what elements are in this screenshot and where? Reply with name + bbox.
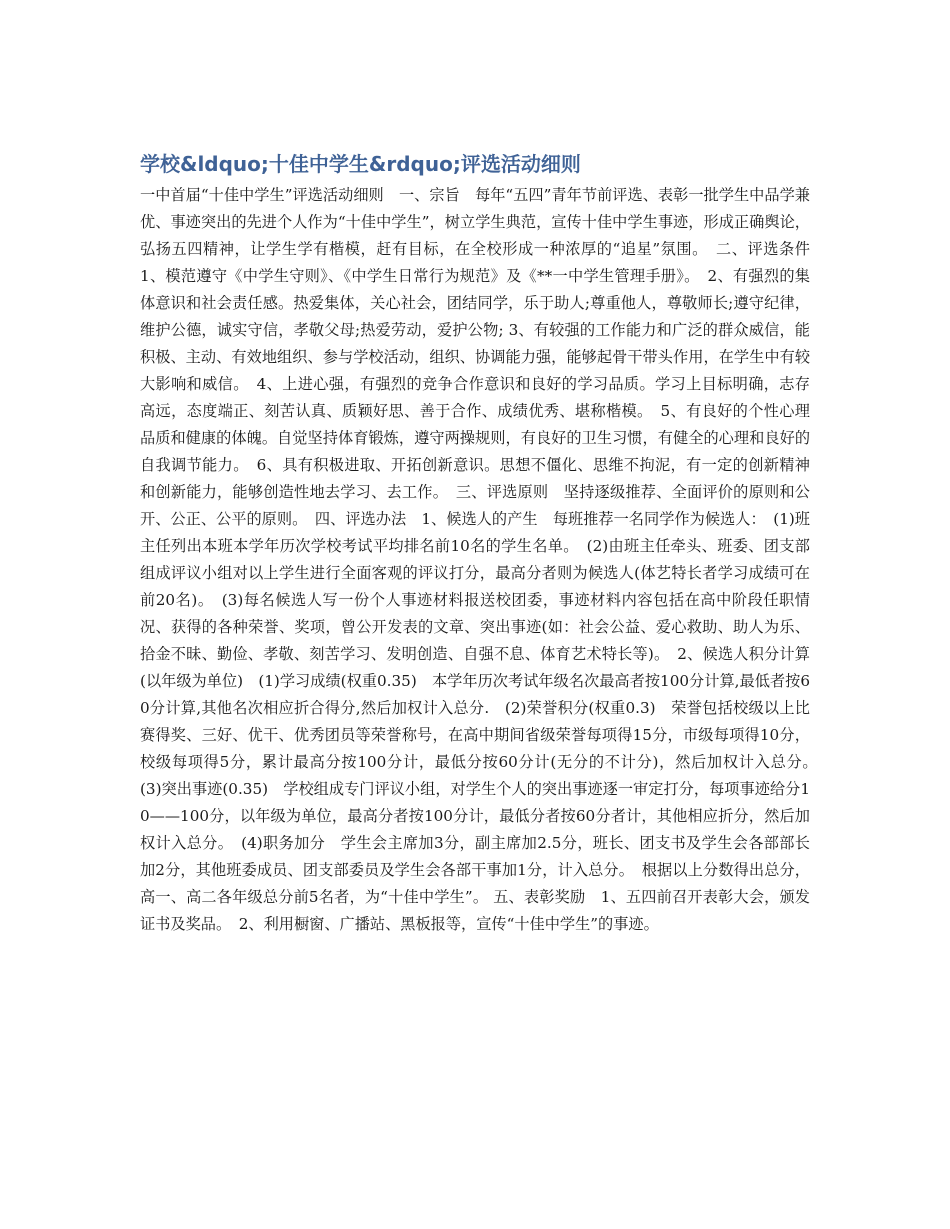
document-title: 学校&ldquo;十佳中学生&rdquo;评选活动细则 (140, 152, 581, 176)
document-body-text: 一中首届“十佳中学生”评选活动细则 一、宗旨 每年“五四”青年节前评选、表彰一批学生中品学兼优、事迹突出的先进个人作为“十佳中学生”，树立学生典范，宣传十佳中学生事迹，形成正确舆论，弘扬五四精神，让学生学有楷模，赶有目标，在全校形成一种浓厚的“追星”氛围。 二、评选条件 1、模范遵守《中学生守则》、《中学生日常行为规范》及《**一中学生管理手册》。 2、有强烈的集体意识和社会责任感。热爱集体，关心社会，团结同学，乐于助人;尊重他人，尊敬师长;遵守纪律，维护公德，诚实守信，孝敬父母;热爱劳动，爱护公物; 3、有较强的工作能力和广泛的群众威信，能积极、主动、有效地组织、参与学校活动，组织、协调能力强，能够起骨干带头作用，在学生中有较大影响和威信。 4、上进心强，有强烈的竞争合作意识和良好的学习品质。学习上目标明确，志存高远，态度端正、刻苦认真、质颖好思、善于合作、成绩优秀、堪称楷模。 5、有良好的个性心理品质和健康的体魄。自觉坚持体育锻炼，遵守两操规则，有良好的卫生习惯，有健全的心理和良好的自我调节能力。 6、具有积极进取、开拓创新意识。思想不僵化、思维不拘泥，有一定的创新精神和创新能力，能够创造性地去学习、去工作。 三、评选原则 坚持逐级推荐、全面评价的原则和公开、公正、公平的原则。 四、评选办法 1、候选人的产生 每班推荐一名同学作为候选人： (1)班主任列出本班本学年历次学校考试平均排名前10名的学生名单。 (2)由班主任牵头、班委、团支部组成评议小组对以上学生进行全面客观的评议打分，最高分者则为候选人(体艺特长者学习成绩可在前20名)。 (3)每名候选人写一份个人事迹材料报送校团委，事迹材料内容包括在高中阶段任职情况、获得的各种荣誉、奖项，曾公开发表的文章、突出事迹(如：社会公益、爱心救助、助人为乐、拾金不昧、勤俭、孝敬、刻苦学习、发明创造、自强不息、体育艺术特长等)。 2、候选人积分计算(以年级为单位) (1)学习成绩(权重0.35) 本学年历次考试年级名次最高者按100分计算,最低者按60分计算,其他名次相应折合得分,然后加权计入总分. (2)荣誉积分(权重0.3) 荣誉包括校级以上比赛得奖、三好、优干、优秀团员等荣誉称号，在高中期间省级荣誉每项得15分，市级每项得10分，校级每项得5分，累计最高分按100分计，最低分按60分计(无分的不计分)，然后加权计入总分。 (3)突出事迹(0.35) 学校组成专门评议小组，对学生个人的突出事迹逐一审定打分，每项事迹给分10——100分，以年级为单位，最高分者按100分计，最低分者按60分者计，其他相应折分，然后加权计入总分。 (4)职务加分 学生会主席加3分，副主席加2.5分，班长、团支书及学生会各部部长加2分，其他班委成员、团支部委员及学生会各部干事加1分，计入总分。 根据以上分数得出总分，高一、高二各年级总分前5名者，为“十佳中学生”。 五、表彰奖励 1、五四前召开表彰大会，颁发证书及奖品。 2、利用橱窗、广播站、黑板报等，宣传“十佳中学生”的事迹。 (140, 186, 826, 933)
